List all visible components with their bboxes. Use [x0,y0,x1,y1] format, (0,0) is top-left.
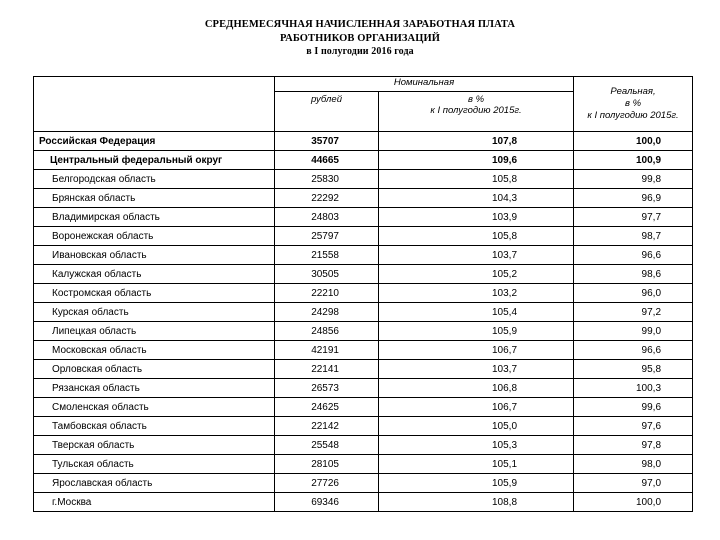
salary-pct: 105,8 [379,170,574,189]
salary-real-pct: 96,6 [574,246,693,265]
salary-real-pct: 97,7 [574,208,693,227]
header-real-line-2: в % [624,98,642,109]
region-name: Центральный федеральный округ [34,151,275,170]
salary-real-pct: 99,6 [574,398,693,417]
salary-real-pct: 99,0 [574,322,693,341]
salary-real-pct: 97,6 [574,417,693,436]
salary-pct: 104,3 [379,189,574,208]
salary-real-pct: 98,7 [574,227,693,246]
salary-rubles: 24803 [275,208,379,227]
table-body [34,132,693,512]
salary-table [33,76,693,512]
region-name: Ярославская область [34,474,275,493]
region-name: Липецкая область [34,322,275,341]
salary-pct: 108,8 [379,493,574,512]
region-name: Тульская область [34,455,275,474]
title-line-3: в I полугодии 2016 года [306,46,414,57]
region-name: Ивановская область [34,246,275,265]
region-name: Тверская область [34,436,275,455]
table-row [34,322,693,341]
header-pct-line-2: к I полугодию 2015г. [430,105,522,116]
header-pct [379,92,574,132]
salary-pct: 105,4 [379,303,574,322]
region-name: Брянская область [34,189,275,208]
header-nominal: Номинальная [275,77,574,92]
region-name: Белгородская область [34,170,275,189]
salary-pct: 109,6 [379,151,574,170]
salary-rubles: 22141 [275,360,379,379]
salary-rubles: 28105 [275,455,379,474]
salary-pct: 105,9 [379,474,574,493]
salary-rubles: 27726 [275,474,379,493]
salary-pct: 106,7 [379,398,574,417]
header-pct-line-1: в % [467,94,485,105]
salary-rubles: 30505 [275,265,379,284]
table-row [34,341,693,360]
header-rubles-label: рублей [311,94,342,105]
salary-rubles: 21558 [275,246,379,265]
salary-rubles: 69346 [275,493,379,512]
table-row [34,360,693,379]
table-row [34,170,693,189]
salary-real-pct: 96,0 [574,284,693,303]
region-name: Российская Федерация [34,132,275,151]
header-rubles [275,92,379,132]
salary-pct: 106,7 [379,341,574,360]
salary-real-pct: 100,0 [574,493,693,512]
header-region-cell [34,77,275,132]
salary-real-pct: 97,0 [574,474,693,493]
salary-real-pct: 96,6 [574,341,693,360]
salary-pct: 105,2 [379,265,574,284]
table-row [34,379,693,398]
salary-rubles: 25797 [275,227,379,246]
region-name: Владимирская область [34,208,275,227]
salary-rubles: 22210 [275,284,379,303]
region-name: Орловская область [34,360,275,379]
region-name: г.Москва [34,493,275,512]
salary-real-pct: 100,3 [574,379,693,398]
salary-real-pct: 98,0 [574,455,693,474]
salary-rubles: 44665 [275,151,379,170]
salary-real-pct: 98,6 [574,265,693,284]
salary-real-pct: 95,8 [574,360,693,379]
salary-rubles: 24625 [275,398,379,417]
salary-real-pct: 99,8 [574,170,693,189]
salary-real-pct: 100,0 [574,132,693,151]
table-row [34,436,693,455]
salary-pct: 103,2 [379,284,574,303]
table-row [34,265,693,284]
table-row [34,493,693,512]
title-line-2: РАБОТНИКОВ ОРГАНИЗАЦИЙ [279,32,441,44]
region-name: Тамбовская область [34,417,275,436]
title-line-1: СРЕДНЕМЕСЯЧНАЯ НАЧИСЛЕННАЯ ЗАРАБОТНАЯ ПЛАТА [204,19,516,30]
salary-rubles: 25548 [275,436,379,455]
salary-real-pct: 97,2 [574,303,693,322]
salary-pct: 105,0 [379,417,574,436]
region-name: Костромская область [34,284,275,303]
table-row [34,151,693,170]
table-row [34,208,693,227]
region-name: Курская область [34,303,275,322]
document-title [0,18,720,59]
table-row [34,417,693,436]
salary-rubles: 25830 [275,170,379,189]
table-row [34,227,693,246]
table-row [34,132,693,151]
salary-pct: 105,8 [379,227,574,246]
salary-rubles: 42191 [275,341,379,360]
header-real-line-3: к I полугодию 2015г. [587,110,679,121]
table-row [34,474,693,493]
region-name: Рязанская область [34,379,275,398]
salary-pct: 103,7 [379,360,574,379]
table-row [34,284,693,303]
region-name: Воронежская область [34,227,275,246]
salary-pct: 103,9 [379,208,574,227]
salary-rubles: 26573 [275,379,379,398]
table-row [34,398,693,417]
header-real-line-1: Реальная, [610,86,656,97]
table-row [34,246,693,265]
table-row [34,455,693,474]
header-real [574,77,693,132]
region-name: Московская область [34,341,275,360]
salary-rubles: 22292 [275,189,379,208]
region-name: Смоленская область [34,398,275,417]
salary-pct: 103,7 [379,246,574,265]
salary-pct: 106,8 [379,379,574,398]
salary-pct: 105,3 [379,436,574,455]
table-row [34,189,693,208]
salary-real-pct: 97,8 [574,436,693,455]
salary-pct: 105,9 [379,322,574,341]
table-row [34,303,693,322]
salary-rubles: 35707 [275,132,379,151]
salary-pct: 105,1 [379,455,574,474]
salary-rubles: 24856 [275,322,379,341]
salary-real-pct: 100,9 [574,151,693,170]
salary-rubles: 24298 [275,303,379,322]
salary-real-pct: 96,9 [574,189,693,208]
region-name: Калужская область [34,265,275,284]
salary-pct: 107,8 [379,132,574,151]
salary-rubles: 22142 [275,417,379,436]
